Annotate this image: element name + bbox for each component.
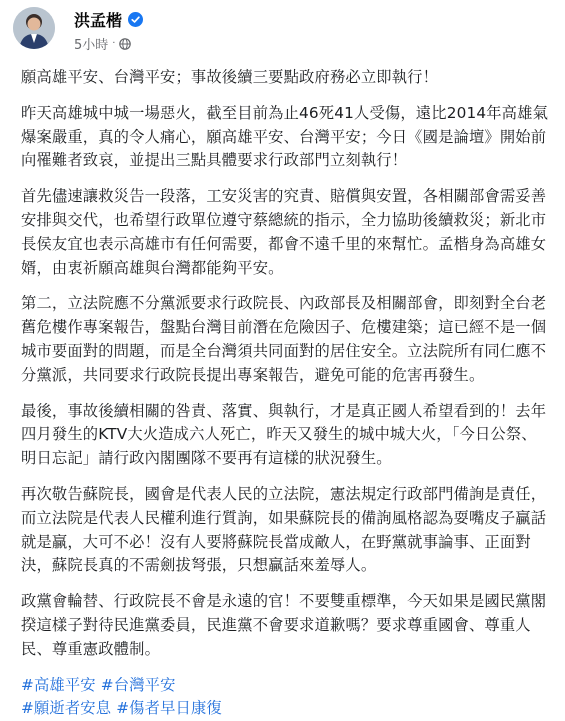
post-paragraph: 昨天高雄城中城一場惡火，截至目前為止46死41人受傷，遠比2014年高雄氣爆案嚴重，真的令人痛心，願高雄平安、台灣平安；今日《國是論壇》開始前向罹難者致哀，並提出三點具體要求行政部門立刻執行！	[21, 103, 549, 170]
avatar-portrait-icon	[13, 7, 55, 49]
hashtag-link[interactable]: #願逝者安息	[21, 699, 112, 718]
author-name-row	[74, 8, 143, 31]
post-timestamp[interactable]: 5小時	[74, 38, 109, 53]
hashtag-link[interactable]: #傷者早日康復	[116, 699, 222, 718]
post-header	[0, 0, 565, 64]
post-paragraph: 第二，立法院應不分黨派要求行政院長、內政部長及相關部會，即刻對全台老舊危樓作專案報告，盤點台灣目前潛在危險因子、危樓建築；這已經不是一個城市要面對的問題，而是全台灣須共同面對的居住安全。立法院所有同仁應不分黨派，共同要求行政院長提出專案報告，避免可能的危害再發生。	[21, 294, 547, 384]
post-paragraph: 再次敬告蘇院長，國會是代表人民的立法院，憲法規定行政部門備詢是責任，而立法院是代表人民權利進行質詢，如果蘇院長的備詢風格認為耍嘴皮子贏話就是贏，大可不必！沒有人要將蘇院長當成敵人，在野黨就事論事、正面對決，蘇院長真的不需劍拔弩張，只想贏話來羞辱人。	[21, 484, 547, 575]
author-avatar[interactable]	[13, 7, 55, 49]
post-paragraph: 願高雄平安、台灣平安；事故後續三要點政府務必立即執行！	[21, 68, 439, 86]
post-body	[21, 66, 551, 721]
post-paragraph: 政黨會輪替、行政院長不會是永遠的官！不要雙重標準，今天如果是國民黨閣揆這樣子對待民進黨委員，民進黨不會要求道歉嗎？要求尊重國會、尊重人民、尊重憲政體制。	[21, 592, 547, 658]
hashtag-link[interactable]: #台灣平安	[100, 675, 176, 694]
hashtag-list	[21, 674, 551, 721]
meta-separator: ·	[112, 38, 116, 49]
author-name[interactable]: 洪孟楷	[74, 11, 123, 30]
post-meta	[74, 34, 131, 53]
post-paragraph: 首先儘速讓救災告一段落，工安災害的究責、賠償與安置，各相關部會需妥善安排與交代，也希望行政單位遵守蔡總統的指示，全力協助後續救災；新北市長侯友宜也表示高雄市有任何需要，都會不遠千里的來幫忙。孟楷身為高雄女婿，由衷祈願高雄與台灣都能夠平安。	[21, 187, 547, 277]
post-paragraph: 最後，事故後續相關的咎責、落實、與執行，才是真正國人希望看到的！去年四月發生的KTV大火造成六人死亡，昨天又發生的城中城大火，「今日公祭、明日忘記」請行政內閣團隊不要再有這樣的狀況發生。	[21, 401, 547, 468]
hashtag-link[interactable]: #高雄平安	[21, 675, 96, 694]
globe-icon[interactable]	[119, 38, 131, 50]
verified-badge-icon	[128, 12, 143, 27]
